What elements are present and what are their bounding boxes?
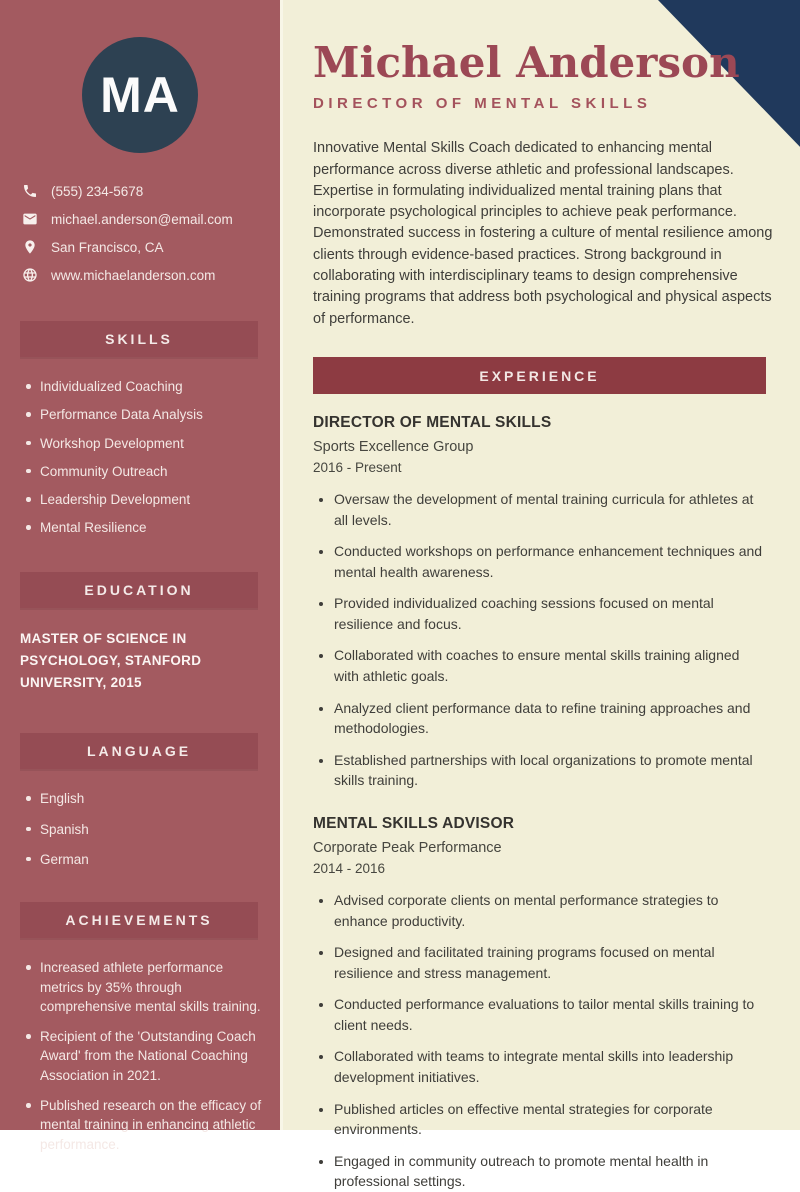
job-dates: 2014 - 2016 <box>313 860 386 876</box>
location-icon <box>22 239 38 255</box>
achievements-header-label: ACHIEVEMENTS <box>65 912 213 929</box>
job-title: MENTAL SKILLS ADVISOR <box>313 814 515 832</box>
job-bullet: • Conducted performance evaluations to tailor mental skills training to client needs. <box>334 994 763 1035</box>
contact-row-location <box>22 239 280 255</box>
job-bullet: • Advised corporate clients on mental performance strategies to enhance productivity. <box>334 890 763 931</box>
achievement-item: Recipient of the 'Outstanding Coach Award' from the National Coaching Association in 2021. <box>26 1027 264 1085</box>
job-bullet-list <box>313 890 763 1192</box>
skill-item: Performance Data Analysis <box>26 405 264 424</box>
education-degree: MASTER OF SCIENCE IN PSYCHOLOGY, STANFORD UNIVERSITY, 2015 <box>20 630 202 690</box>
phone-icon <box>22 183 38 199</box>
contact-row-phone <box>22 183 280 199</box>
job-bullet: • Published articles on effective mental strategies for corporate environments. <box>334 1099 763 1140</box>
job-bullet: • Conducted workshops on performance enhancement techniques and mental health awareness. <box>334 541 763 582</box>
job-company: Corporate Peak Performance <box>313 839 502 856</box>
skills-list <box>26 377 264 538</box>
avatar <box>82 37 198 153</box>
skill-item: Community Outreach <box>26 462 264 481</box>
job-bullet-list <box>313 489 763 791</box>
person-title: DIRECTOR OF MENTAL SKILLS <box>313 95 652 113</box>
job-bullet: • Oversaw the development of mental training curricula for athletes at all levels. <box>334 489 763 530</box>
email-icon <box>22 211 38 227</box>
skills-header <box>20 321 258 357</box>
language-item: German <box>26 850 264 869</box>
language-list <box>26 789 264 869</box>
job-entry-advisor <box>313 815 777 1192</box>
skills-header-label: SKILLS <box>105 331 173 347</box>
phone-text: (555) 234-5678 <box>51 183 144 199</box>
achievements-header <box>20 902 258 938</box>
skill-item: Individualized Coaching <box>26 377 264 396</box>
job-entry-director <box>313 414 777 791</box>
email-text: michael.anderson@email.com <box>51 211 233 227</box>
achievements-list <box>26 958 264 1154</box>
avatar-initials: MA <box>100 67 180 123</box>
job-bullet: • Collaborated with coaches to ensure mental skills training aligned with athletic goals. <box>334 645 763 686</box>
main-content <box>280 0 800 1190</box>
job-bullet: • Engaged in community outreach to promote mental health in professional settings. <box>334 1151 763 1192</box>
achievement-item: Increased athlete performance metrics by 35% through comprehensive mental skills training. <box>26 958 264 1016</box>
contact-row-website <box>22 267 280 283</box>
job-bullet: • Designed and facilitated training programs focused on mental resilience and stress management. <box>334 942 763 983</box>
job-bullet: • Provided individualized coaching sessions focused on mental resilience and focus. <box>334 593 763 634</box>
language-item: English <box>26 789 264 808</box>
language-item: Spanish <box>26 820 264 839</box>
contact-section <box>0 183 280 283</box>
job-company: Sports Excellence Group <box>313 439 474 455</box>
job-bullet: • Collaborated with teams to integrate mental skills into leadership development initiatives. <box>334 1046 763 1087</box>
job-dates: 2016 - Present <box>313 460 402 475</box>
website-text: www.michaelanderson.com <box>51 267 216 283</box>
achievement-item: Published research on the efficacy of mental training in enhancing athletic performance. <box>26 1096 264 1154</box>
job-bullet: • Analyzed client performance data to refine training approaches and methodologies. <box>334 698 763 739</box>
person-name: Michael Anderson <box>313 38 740 87</box>
globe-icon <box>22 267 38 283</box>
summary-paragraph: Innovative Mental Skills Coach dedicated to enhancing mental performance across diverse athletic and professional landscapes. Expertise in formulating individualized mental training plans that incorporate psychological principles to achieve peak performance. Demonstrated success in fostering a culture of mental resilience among clients through evidence-based practices. Strong background in collaborating with interdisciplinary teams to design comprehensive training programs that address both psychological and physical aspects of performance. <box>313 140 773 327</box>
language-header-label: LANGUAGE <box>86 743 192 760</box>
skill-item: Workshop Development <box>26 434 264 453</box>
skill-item: Leadership Development <box>26 490 264 509</box>
job-bullet: • Established partnerships with local organizations to promote mental skills training. <box>334 750 763 791</box>
experience-banner-label: EXPERIENCE <box>479 367 600 384</box>
language-header <box>20 733 258 769</box>
education-header-label: EDUCATION <box>84 581 194 598</box>
contact-row-email <box>22 211 280 227</box>
location-text: San Francisco, CA <box>51 239 164 255</box>
experience-banner <box>313 357 766 394</box>
sidebar <box>0 0 280 1152</box>
job-title: DIRECTOR OF MENTAL SKILLS <box>313 414 552 431</box>
skill-item: Mental Resilience <box>26 518 264 537</box>
education-header <box>20 572 258 608</box>
